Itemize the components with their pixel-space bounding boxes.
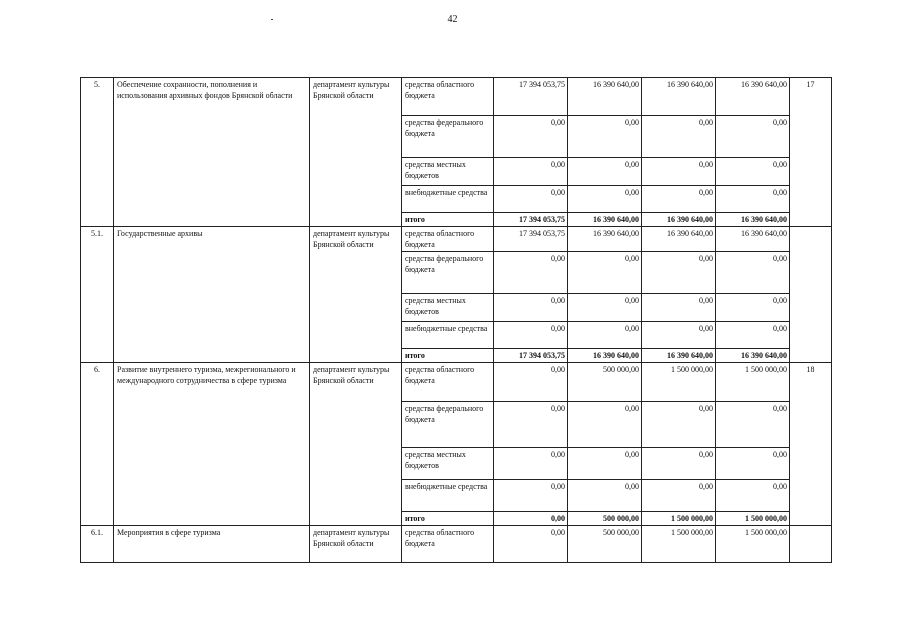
amount-cell: 1 500 000,00 bbox=[642, 363, 716, 402]
amount-cell: 16 390 640,00 bbox=[716, 78, 790, 116]
amount-cell: 1 500 000,00 bbox=[716, 363, 790, 402]
funding-source: средства местных бюджетов bbox=[402, 448, 494, 480]
funding-source: итого bbox=[402, 213, 494, 227]
table-row bbox=[81, 213, 832, 227]
funding-source: внебюджетные средства bbox=[402, 480, 494, 512]
department bbox=[310, 480, 402, 512]
activity-name bbox=[114, 402, 310, 448]
amount-cell: 0,00 bbox=[568, 322, 642, 349]
amount-cell: 16 390 640,00 bbox=[568, 78, 642, 116]
department: департамент культуры Брянской области bbox=[310, 78, 402, 116]
funding-source: средства областного бюджета bbox=[402, 526, 494, 563]
amount-cell: 0,00 bbox=[494, 448, 568, 480]
amount-cell: 0,00 bbox=[716, 402, 790, 448]
activity-name bbox=[114, 480, 310, 512]
amount-cell: 1 500 000,00 bbox=[716, 526, 790, 563]
row-number bbox=[81, 480, 114, 512]
amount-cell: 0,00 bbox=[568, 448, 642, 480]
indicator-ref bbox=[790, 158, 832, 186]
indicator-ref bbox=[790, 322, 832, 349]
amount-cell: 0,00 bbox=[716, 480, 790, 512]
table-row bbox=[81, 526, 832, 563]
department bbox=[310, 402, 402, 448]
amount-cell: 0,00 bbox=[716, 448, 790, 480]
table-row bbox=[81, 294, 832, 322]
funding-source: внебюджетные средства bbox=[402, 186, 494, 213]
amount-cell: 16 390 640,00 bbox=[716, 213, 790, 227]
amount-cell: 0,00 bbox=[494, 526, 568, 563]
amount-cell: 1 500 000,00 bbox=[642, 512, 716, 526]
funding-source: средства местных бюджетов bbox=[402, 158, 494, 186]
row-number bbox=[81, 448, 114, 480]
indicator-ref bbox=[790, 402, 832, 448]
indicator-ref bbox=[790, 349, 832, 363]
amount-cell: 17 394 053,75 bbox=[494, 213, 568, 227]
activity-name bbox=[114, 512, 310, 526]
department bbox=[310, 349, 402, 363]
indicator-ref bbox=[790, 294, 832, 322]
activity-name bbox=[114, 186, 310, 213]
indicator-ref bbox=[790, 186, 832, 213]
scan-speck bbox=[271, 19, 273, 20]
row-number bbox=[81, 116, 114, 158]
amount-cell: 0,00 bbox=[494, 252, 568, 294]
department bbox=[310, 252, 402, 294]
budget-table bbox=[80, 77, 832, 563]
amount-cell: 0,00 bbox=[642, 158, 716, 186]
row-number bbox=[81, 252, 114, 294]
row-number bbox=[81, 213, 114, 227]
amount-cell: 0,00 bbox=[494, 322, 568, 349]
activity-name bbox=[114, 322, 310, 349]
amount-cell: 0,00 bbox=[494, 480, 568, 512]
amount-cell: 0,00 bbox=[568, 116, 642, 158]
amount-cell: 0,00 bbox=[642, 448, 716, 480]
amount-cell: 16 390 640,00 bbox=[642, 78, 716, 116]
row-number: 5. bbox=[81, 78, 114, 116]
row-number: 6. bbox=[81, 363, 114, 402]
amount-cell: 0,00 bbox=[494, 294, 568, 322]
amount-cell: 0,00 bbox=[494, 512, 568, 526]
indicator-ref bbox=[790, 512, 832, 526]
row-number bbox=[81, 186, 114, 213]
amount-cell: 0,00 bbox=[716, 158, 790, 186]
row-number bbox=[81, 402, 114, 448]
amount-cell: 500 000,00 bbox=[568, 526, 642, 563]
indicator-ref bbox=[790, 526, 832, 563]
amount-cell: 500 000,00 bbox=[568, 512, 642, 526]
row-number bbox=[81, 349, 114, 363]
amount-cell: 16 390 640,00 bbox=[642, 227, 716, 252]
funding-source: средства федерального бюджета bbox=[402, 116, 494, 158]
amount-cell: 0,00 bbox=[494, 116, 568, 158]
funding-source: средства областного бюджета bbox=[402, 363, 494, 402]
table-row bbox=[81, 227, 832, 252]
page-number: 42 bbox=[447, 14, 458, 25]
department bbox=[310, 322, 402, 349]
amount-cell: 0,00 bbox=[716, 186, 790, 213]
amount-cell: 500 000,00 bbox=[568, 363, 642, 402]
amount-cell: 0,00 bbox=[716, 322, 790, 349]
table-row bbox=[81, 252, 832, 294]
table-body bbox=[81, 78, 832, 563]
table-row bbox=[81, 158, 832, 186]
department: департамент культуры Брянской области bbox=[310, 526, 402, 563]
row-number bbox=[81, 512, 114, 526]
table-row bbox=[81, 363, 832, 402]
amount-cell: 0,00 bbox=[642, 252, 716, 294]
amount-cell: 0,00 bbox=[494, 402, 568, 448]
row-number: 6.1. bbox=[81, 526, 114, 563]
activity-name bbox=[114, 213, 310, 227]
table-row bbox=[81, 78, 832, 116]
amount-cell: 0,00 bbox=[568, 186, 642, 213]
amount-cell: 0,00 bbox=[568, 402, 642, 448]
department: департамент культуры Брянской области bbox=[310, 227, 402, 252]
amount-cell: 0,00 bbox=[716, 252, 790, 294]
amount-cell: 16 390 640,00 bbox=[568, 213, 642, 227]
amount-cell: 0,00 bbox=[494, 363, 568, 402]
department bbox=[310, 186, 402, 213]
amount-cell: 1 500 000,00 bbox=[716, 512, 790, 526]
amount-cell: 17 394 053,75 bbox=[494, 349, 568, 363]
activity-name bbox=[114, 158, 310, 186]
row-number bbox=[81, 294, 114, 322]
row-number: 5.1. bbox=[81, 227, 114, 252]
funding-source: средства областного бюджета bbox=[402, 227, 494, 252]
amount-cell: 0,00 bbox=[642, 402, 716, 448]
department bbox=[310, 116, 402, 158]
activity-name bbox=[114, 294, 310, 322]
amount-cell: 0,00 bbox=[642, 480, 716, 512]
department: департамент культуры Брянской области bbox=[310, 363, 402, 402]
indicator-ref bbox=[790, 252, 832, 294]
amount-cell: 0,00 bbox=[494, 158, 568, 186]
activity-name bbox=[114, 116, 310, 158]
indicator-ref bbox=[790, 448, 832, 480]
amount-cell: 0,00 bbox=[716, 116, 790, 158]
amount-cell: 16 390 640,00 bbox=[568, 349, 642, 363]
amount-cell: 0,00 bbox=[642, 294, 716, 322]
activity-name: Развитие внутреннего туризма, межрегионального и международного сотрудничества в сфере туризма bbox=[114, 363, 310, 402]
amount-cell: 16 390 640,00 bbox=[716, 349, 790, 363]
indicator-ref bbox=[790, 480, 832, 512]
amount-cell: 16 390 640,00 bbox=[568, 227, 642, 252]
activity-name bbox=[114, 252, 310, 294]
funding-source: средства федерального бюджета bbox=[402, 252, 494, 294]
activity-name: Обеспечение сохранности, пополнения и использования архивных фондов Брянской области bbox=[114, 78, 310, 116]
amount-cell: 0,00 bbox=[642, 322, 716, 349]
indicator-ref bbox=[790, 213, 832, 227]
amount-cell: 0,00 bbox=[494, 186, 568, 213]
amount-cell: 0,00 bbox=[568, 252, 642, 294]
amount-cell: 0,00 bbox=[568, 480, 642, 512]
indicator-ref: 17 bbox=[790, 78, 832, 116]
department bbox=[310, 512, 402, 526]
amount-cell: 0,00 bbox=[568, 294, 642, 322]
amount-cell: 0,00 bbox=[642, 116, 716, 158]
funding-source: средства областного бюджета bbox=[402, 78, 494, 116]
table-row bbox=[81, 402, 832, 448]
amount-cell: 17 394 053,75 bbox=[494, 227, 568, 252]
activity-name bbox=[114, 349, 310, 363]
department bbox=[310, 213, 402, 227]
department bbox=[310, 294, 402, 322]
table-row bbox=[81, 448, 832, 480]
table-row bbox=[81, 186, 832, 213]
amount-cell: 0,00 bbox=[568, 158, 642, 186]
table-row bbox=[81, 349, 832, 363]
amount-cell: 0,00 bbox=[642, 186, 716, 213]
table-row bbox=[81, 116, 832, 158]
department bbox=[310, 448, 402, 480]
activity-name: Мероприятия в сфере туризма bbox=[114, 526, 310, 563]
funding-source: итого bbox=[402, 349, 494, 363]
funding-source: итого bbox=[402, 512, 494, 526]
table-row bbox=[81, 512, 832, 526]
amount-cell: 16 390 640,00 bbox=[716, 227, 790, 252]
amount-cell: 1 500 000,00 bbox=[642, 526, 716, 563]
activity-name: Государственные архивы bbox=[114, 227, 310, 252]
indicator-ref: 18 bbox=[790, 363, 832, 402]
table-row bbox=[81, 480, 832, 512]
activity-name bbox=[114, 448, 310, 480]
row-number bbox=[81, 322, 114, 349]
table-row bbox=[81, 322, 832, 349]
amount-cell: 17 394 053,75 bbox=[494, 78, 568, 116]
amount-cell: 0,00 bbox=[716, 294, 790, 322]
funding-source: средства местных бюджетов bbox=[402, 294, 494, 322]
funding-source: внебюджетные средства bbox=[402, 322, 494, 349]
amount-cell: 16 390 640,00 bbox=[642, 349, 716, 363]
amount-cell: 16 390 640,00 bbox=[642, 213, 716, 227]
row-number bbox=[81, 158, 114, 186]
funding-source: средства федерального бюджета bbox=[402, 402, 494, 448]
indicator-ref bbox=[790, 227, 832, 252]
indicator-ref bbox=[790, 116, 832, 158]
department bbox=[310, 158, 402, 186]
